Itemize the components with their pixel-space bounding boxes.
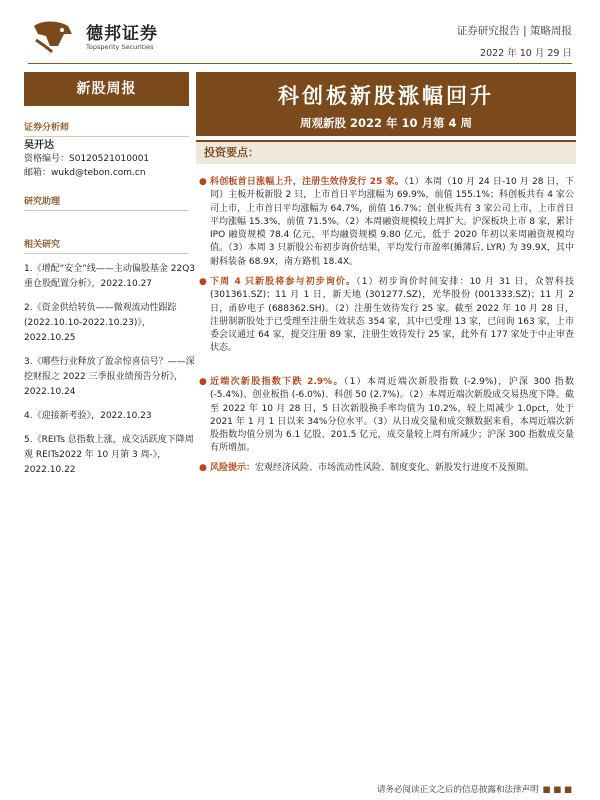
bullet-icon: ● — [199, 277, 207, 287]
header-divider — [28, 63, 572, 64]
bullet-icon: ● — [199, 463, 207, 473]
investment-highlights-head: 投资要点： — [196, 140, 576, 164]
bullet-icon: ● — [199, 177, 207, 187]
report-type: 证券研究报告 | 策略周报 — [456, 25, 572, 37]
related-item[interactable]: 2.《资金供给转负——微观流动性跟踪(2022.10.10-2022.10.23)》，2022.10.25 — [24, 303, 177, 343]
highlight-lead: 科创板首日涨幅上升，注册生效待发行 25 家。 — [210, 177, 405, 187]
company-english-name: Topsperity Securities — [86, 43, 154, 51]
related-item[interactable]: 4.《迎接新考验》，2022.10.23 — [24, 411, 152, 421]
report-title: 科创板新股涨幅回升 — [196, 72, 576, 120]
analyst-section-head: 证券分析师 — [24, 120, 189, 137]
company-logo — [28, 16, 188, 58]
report-date: 2022 年 10 月 29 日 — [480, 48, 572, 59]
analyst-email: 邮箱：wukd@tebon.com.cn — [24, 168, 146, 178]
risk-lead: 风险提示： — [210, 463, 256, 473]
square-icon: ■ ■ ■ — [542, 785, 572, 795]
related-item[interactable]: 3.《哪些行业释放了盈余惊喜信号？——深挖财报之 2022 三季报业绩预告分析》，2022.10.24 — [24, 357, 195, 397]
related-item[interactable]: 1.《增配“安全”线——主动偏股基金 22Q3 重仓股配置分析》，2022.10.27 — [24, 264, 196, 289]
highlight-body: （1）本周（10 月 24 日-10 月 28 日，下同）主板开板新股 2 只，上市首日平均涨幅为 69.9%，前值 155.1%；科创板共有 4 家公司上市，上市首日平均涨幅为 64.7%，前值 16.7%；创业板共有 3 家公司上市，上市首日平均涨幅 15.3%，前值 71.5%。（2）本周融资规模较上周扩大。沪深板块上市 8 家，累计 IPO 融资规模 78.4 亿元，平均融资规模 9.80 亿元，低于 2020 年初以来周融资规模均值。（3）本周 3 只新股公布初步询价结果，平均发行市盈率(摊薄后, LYR) 为 39.9X，其中 耐科装备 68.9X，南方路机 18.4X。 — [210, 177, 574, 267]
analyst-license: 资格编号：S0120521010001 — [24, 154, 150, 164]
disclaimer-text: 请务必阅读正文之后的信息披露和法律声明 — [376, 785, 539, 795]
disclaimer-note — [377, 783, 572, 795]
company-name: 德邦证券 — [86, 24, 158, 44]
assistant-section-head: 研究助理 — [24, 194, 189, 211]
highlight-paragraph — [199, 376, 574, 456]
related-section-head: 相关研究 — [24, 237, 189, 254]
highlight-lead: 下周 4 只新股将参与初步询价。 — [210, 277, 357, 287]
highlight-lead: 近端次新股指数下跌 2.9%。 — [210, 377, 344, 387]
highlight-body: （1）初步询价时间安排：10 月 31 日，众智科技 (301361.SZ)；11 月 1 日，新天地 (301277.SZ)，光华股份 (001333.SZ)；11 月 2 日，甬矽电子 (688362.SH)。（2）注册生效待发行 25 家。截至 2022 年 10 月 28 日，注册制新股处于已受理至注册生效状态 354 家，其中已受理 13 家，已问询 163 家，上市委会议通过 64 家，提交注册 89 家，注册生效待发行 25 家，此外有 177 家处于中止审查状态。 — [210, 277, 574, 354]
analyst-name: 吴开达 — [24, 140, 54, 151]
related-item[interactable]: 5.《REITs 总指数上涨，成交活跃度下降周观 REITs2022 年 10 月第 3 周-》，2022.10.22 — [24, 435, 194, 475]
highlight-paragraph — [199, 276, 574, 356]
bullet-icon: ● — [199, 377, 207, 387]
highlight-paragraph — [199, 176, 574, 269]
risk-body: 宏观经济风险、市场流动性风险、制度变化、新股发行进度不及预期。 — [255, 463, 535, 473]
related-research-list — [24, 262, 196, 487]
report-subtitle: 周观新股 2022 年 10 月第 4 周 — [196, 112, 576, 136]
highlight-body: （1）本周近端次新股指数 (-2.9%)，沪深 300 指数 (-5.4%)、创业板指 (-6.0%)、科创 50 (2.7%)。（2）本周近端次新股成交易热度下降。截至 2022 年 10 月 28 日，5 日次新股换手率均值为 10.2%，较上周减少 1.0pct，处于 2021 年 1 月 1 日以来 34%分位水平。（3）从日成交量和成交额数据来看，本周近端次新股指数均值分别为 6.1 亿股、201.5 亿元，成交量较上周有所减少；沪深 300 指数成交量有所增加。 — [210, 377, 574, 454]
sidebar-banner: 新股周报 — [24, 72, 189, 106]
risk-paragraph — [199, 462, 574, 475]
bull-logo-icon — [28, 16, 80, 58]
